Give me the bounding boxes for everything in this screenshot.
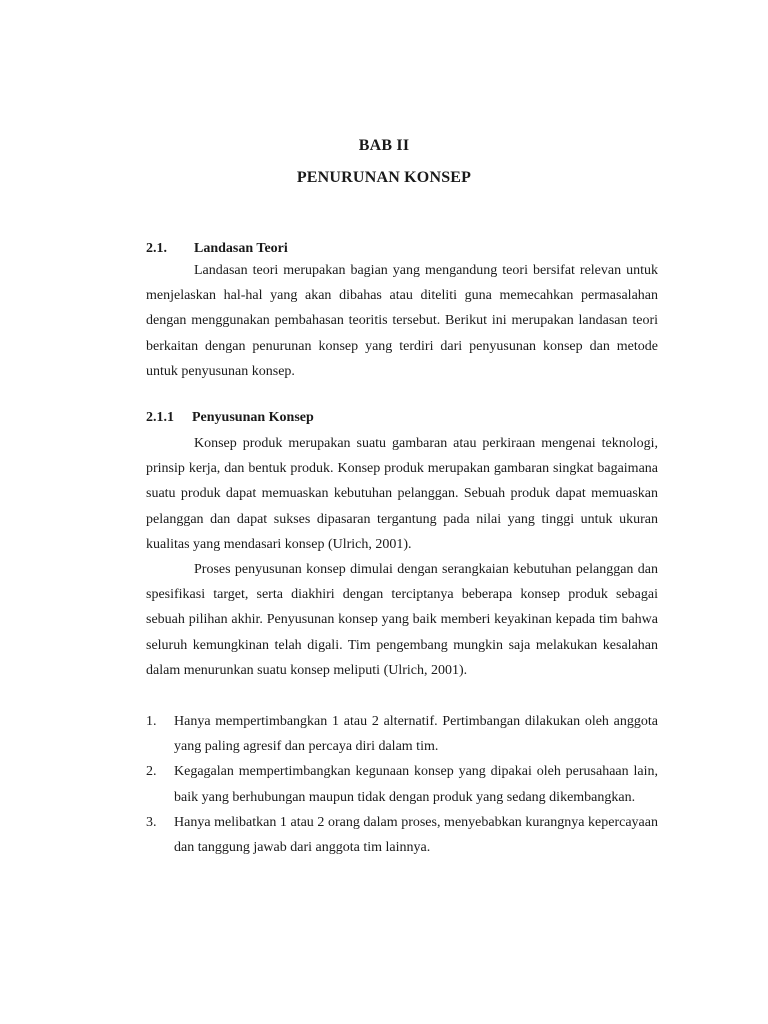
section-heading-2-1 (146, 241, 288, 257)
subsection-title: Penyusunan Konsep (192, 410, 314, 425)
chapter-number: BAB II (358, 137, 410, 154)
paragraph-landasan-teori: Landasan teori merupakan bagian yang mengandung teori bersifat relevan untuk menjelaskan hal-hal yang akan dibahas atau diteliti guna memecahkan permasalahan dengan menggunakan pembahasan teoritis tersebut. Berikut ini merupakan landasan teori berkaitan dengan penurunan konsep yang terdiri dari penyusunan konsep dan metode untuk penyusunan konsep. (146, 263, 658, 379)
numbered-list (146, 709, 658, 860)
list-marker: 2. (146, 764, 157, 780)
section-number: 2.1. (146, 241, 167, 256)
list-item (146, 759, 658, 809)
list-item (146, 709, 658, 759)
subsection-number: 2.1.1 (146, 410, 174, 425)
paragraph-konsep-produk: Konsep produk merupakan suatu gambaran atau perkiraan mengenai teknologi, prinsip kerja, dan bentuk produk. Konsep produk merupakan gambaran singkat bagaimana suatu produk dapat memuaskan kebutuhan pelanggan. Sebuah produk dapat memuaskan pelanggan dan dapat sukses dipasaran tergantung pada nilai yang tinggi untuk ukuran kualitas yang mendasari konsep (Ulrich, 2001). (146, 436, 658, 552)
paragraph-proses-penyusunan: Proses penyusunan konsep dimulai dengan serangkaian kebutuhan pelanggan dan spesifikasi target, serta diakhiri dengan terciptanya beberapa konsep produk sebagai sebuah pilihan akhir. Penyusunan konsep yang baik memberi keyakinan kepada tim bahwa seluruh kemungkinan telah digali. Tim pengembang mungkin saja melakukan kesalahan dalam menurunkan suatu konsep meliputi (Ulrich, 2001). (146, 562, 658, 678)
section-heading-2-1-1 (146, 410, 314, 426)
section-title: Landasan Teori (194, 241, 288, 256)
list-marker: 1. (146, 714, 157, 729)
chapter-title: PENURUNAN KONSEP (296, 169, 472, 186)
list-marker: 3. (146, 814, 157, 830)
list-item-text: Hanya mempertimbangkan 1 atau 2 alternatif. Pertimbangan dilakukan oleh anggota yang paling agresif dan percaya diri dalam tim. (174, 714, 658, 755)
list-item-text: Hanya melibatkan 1 atau 2 orang dalam proses, menyebabkan kurangnya kepercayaan dan tanggung jawab dari anggota tim lainnya. (174, 814, 658, 856)
list-item-text: Kegagalan mempertimbangkan kegunaan konsep yang dipakai oleh perusahaan lain, baik yang berhubungan maupun tidak dengan produk yang sedang dikembangkan. (174, 764, 658, 805)
list-item (146, 810, 658, 860)
